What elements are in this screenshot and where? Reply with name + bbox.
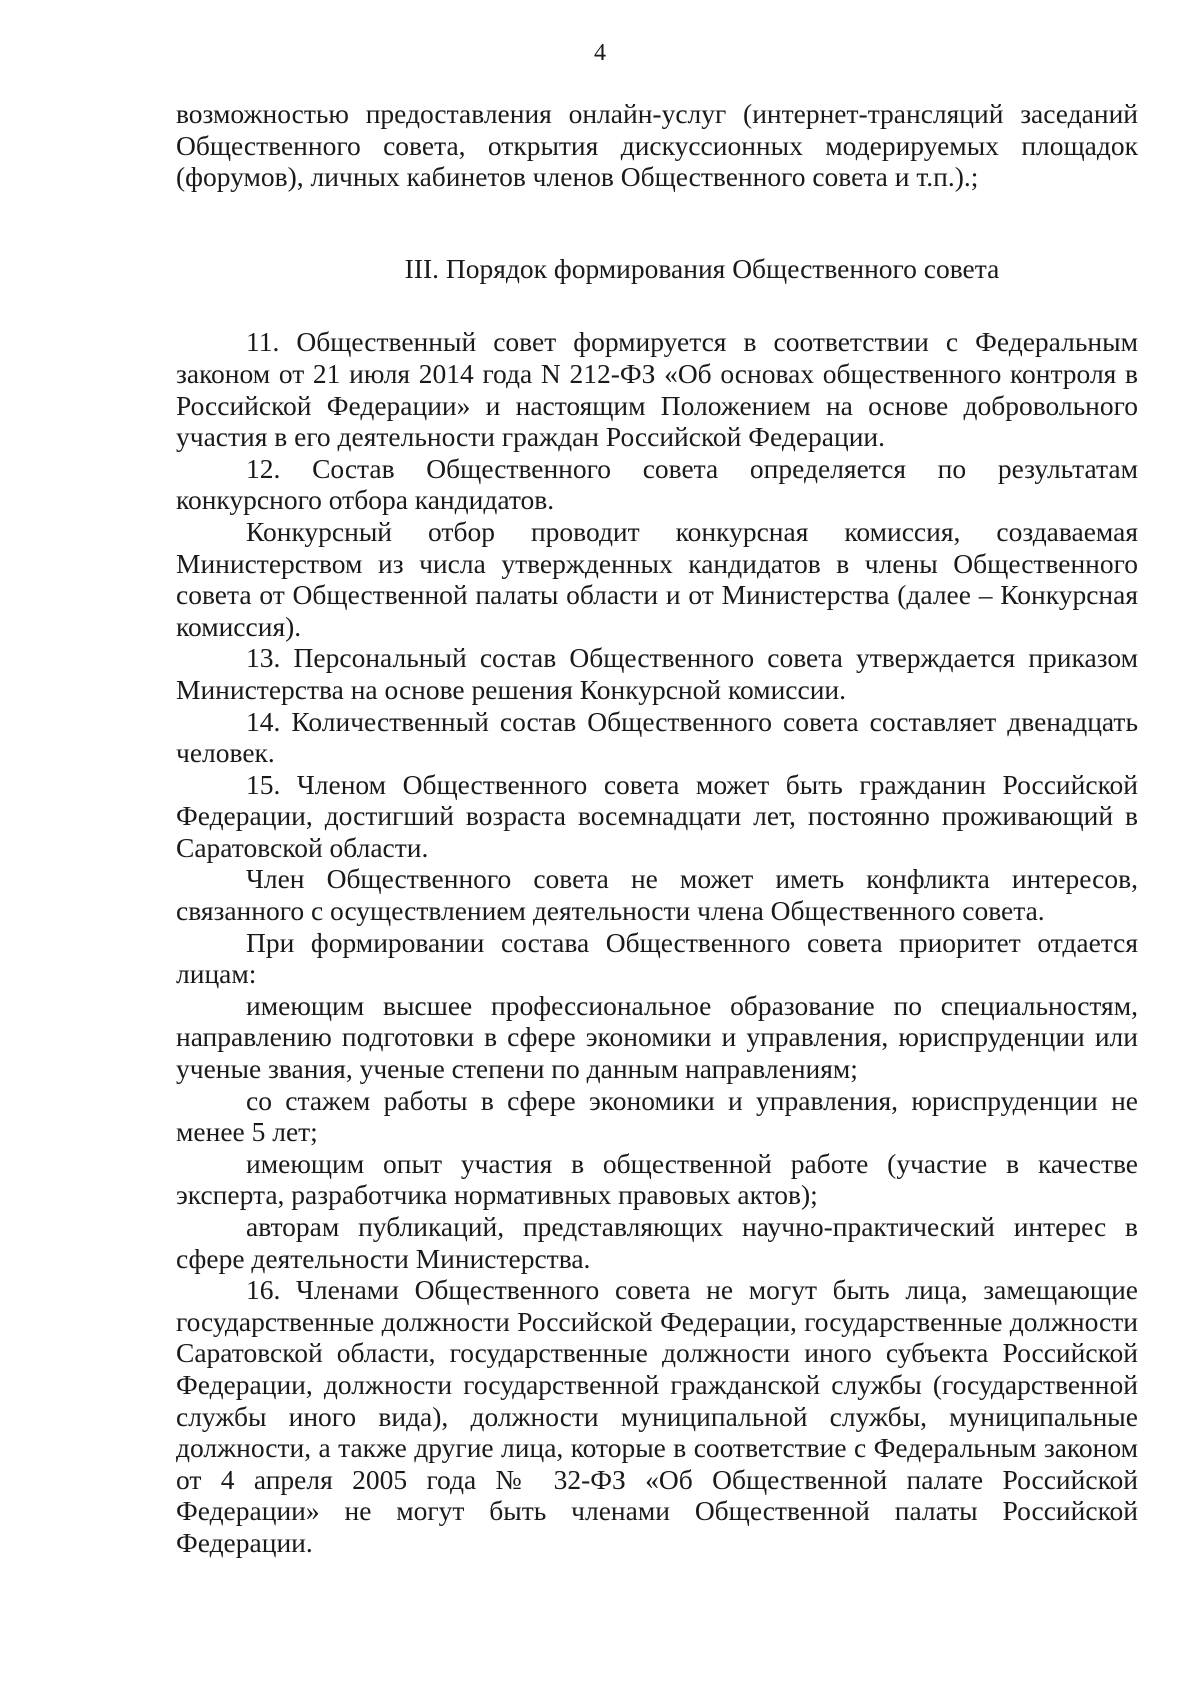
paragraph-15-priority: При формировании состава Общественного совета приоритет отдается лицам: — [176, 926, 1138, 990]
paragraph-16: 16. Членами Общественного совета не могут быть лица, замещающие государственные должности Российской Федерации, государственные должности Саратовской области, государственные должности иного субъекта Российской Федерации, должности государственной гражданской службы (государственной службы иного вида), должности муниципальной службы, муниципальные должности, а также другие лица, которые в соответствие с Федеральным законом от 4 апреля 2005 года № 32-ФЗ «Об Общественной палате Российской Федерации» не могут быть членами Общественной палаты Российской Федерации. — [176, 1274, 1138, 1558]
priority-item-public-work: имеющим опыт участия в общественной работе (участие в качестве эксперта, разработчика нормативных правовых актов); — [176, 1147, 1138, 1211]
page-number: 4 — [594, 40, 606, 66]
document-body — [176, 98, 1138, 1559]
paragraph-13: 13. Персональный состав Общественного совета утверждается приказом Министерства на основе решения Конкурсной комиссии. — [176, 642, 1138, 705]
paragraph-15: 15. Членом Общественного совета может быть гражданин Российской Федерации, достигший возраста восемнадцати лет, постоянно проживающий в Саратовской области. — [176, 768, 1138, 863]
priority-item-experience: со стажем работы в сфере экономики и управления, юриспруденции не менее 5 лет; — [176, 1084, 1138, 1148]
section-heading: III. Порядок формирования Общественного совета — [404, 252, 1000, 284]
paragraph-14: 14. Количественный состав Общественного совета составляет двенадцать человек. — [176, 705, 1138, 769]
paragraph-15-conflict: Член Общественного совета не может иметь конфликта интересов, связанного с осуществлением деятельности члена Общественного совета. — [176, 863, 1138, 927]
priority-item-education: имеющим высшее профессиональное образование по специальностям, направлению подготовки в сфере экономики и управления, юриспруденции или ученые звания, ученые степени по данным направлениям; — [176, 989, 1138, 1085]
paragraph-continuation: возможностью предоставления онлайн-услуг (интернет-трансляций заседаний Общественного совета, открытия дискуссионных модерируемых площадок (форумов), личных кабинетов членов Общественного совета и т.п.).; — [176, 98, 1138, 193]
priority-item-publications: авторам публикаций, представляющих научно-практический интерес в сфере деятельности Министерства. — [176, 1211, 1138, 1274]
paragraph-12-selection: Конкурсный отбор проводит конкурсная комиссия, создаваемая Министерством из числа утвержденных кандидатов в члены Общественного совета от Общественной палаты области и от Министерства (далее – Конкурсная комиссия). — [176, 515, 1138, 642]
paragraph-12: 12. Состав Общественного совета определяется по результатам конкурсного отбора кандидатов. — [176, 452, 1138, 516]
paragraph-11: 11. Общественный совет формируется в соответствии с Федеральным законом от 21 июля 2014 года N 212-ФЗ «Об основах общественного контроля в Российской Федерации» и настоящим Положением на основе добровольного участия в его деятельности граждан Российской Федерации. — [176, 326, 1138, 453]
